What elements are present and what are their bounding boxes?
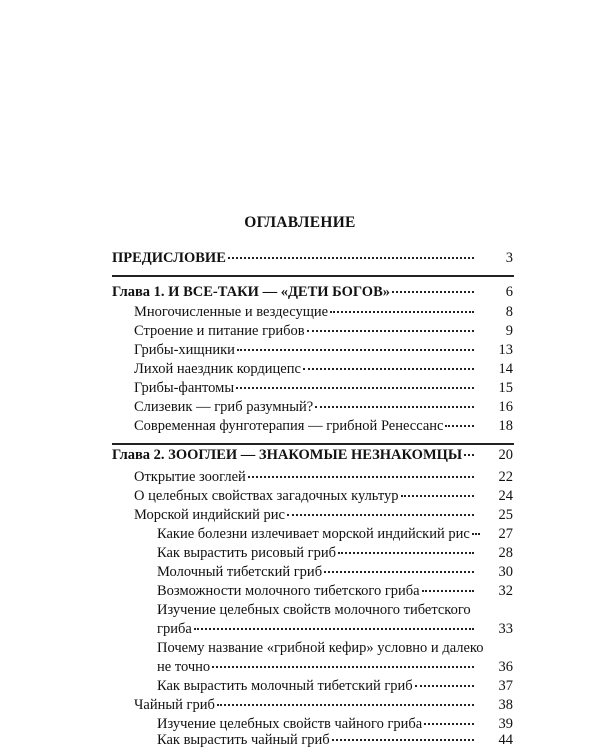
toc-entry [157,526,476,543]
entry-text: гриба [157,621,192,637]
entry-page: 14 [498,361,513,377]
toc-entry [134,507,476,524]
entry-page: 36 [498,659,513,675]
toc-entry [134,323,476,340]
entry-text: не точно [157,659,211,675]
toc-entry [134,697,476,714]
toc-entry [134,304,476,321]
dot-leader [445,425,474,427]
separator-line [112,443,514,445]
entry-page: 16 [498,399,513,415]
dot-leader [415,685,474,687]
entry-text: Грибы-хищники [134,342,235,358]
entry-page: 18 [498,418,513,434]
entry-page: 13 [498,342,513,358]
dot-leader [212,666,474,668]
toc-entry [134,361,476,378]
entry-page: 44 [498,732,513,748]
dot-leader [330,311,474,313]
dot-leader [324,571,474,573]
entry-text: Глава 2. ЗООГЛЕИ — ЗНАКОМЫЕ НЕЗНАКОМЦЫ [112,447,463,463]
entry-page: 25 [498,507,513,523]
toc-entry [134,469,476,486]
toc-entry-preface [112,250,476,267]
toc-entry [134,418,476,435]
toc-entry [157,716,476,733]
entry-text: Строение и питание грибов [134,323,305,339]
dot-leader [315,406,474,408]
entry-text: Молочный тибетский гриб [157,564,323,580]
dot-leader [472,533,480,535]
dot-leader [392,291,474,293]
entry-text: Грибы-фантомы [134,380,235,396]
dot-leader [248,476,474,478]
toc-entry [157,621,476,638]
toc-entry [157,678,476,695]
entry-text: Слизевик — гриб разумный? [134,399,314,415]
separator-line [112,275,514,277]
entry-text: Глава 1. И ВСЕ-ТАКИ — «ДЕТИ БОГОВ» [112,284,390,300]
dot-leader [422,590,474,592]
entry-page: 8 [505,304,513,320]
entry-text: Открытие зооглей [134,469,246,485]
entry-page: 28 [498,545,513,561]
entry-text: Многочисленные и вездесущие [134,304,329,320]
toc-entry-line-1: Почему название «грибной кефир» условно и далеко [157,640,484,656]
dot-leader [194,628,474,630]
toc-title: ОГЛАВЛЕНИЕ [244,214,356,231]
dot-leader [338,552,474,554]
entry-page: 39 [498,716,513,732]
entry-page: 15 [498,380,513,396]
dot-leader [228,257,474,259]
entry-page: 6 [505,284,513,300]
dot-leader [332,739,474,741]
dot-leader [237,349,474,351]
dot-leader [464,454,474,456]
toc-entry-line-1: Изучение целебных свойств молочного тибетского [157,602,471,618]
entry-text: Морской индийский рис [134,507,285,523]
toc-entry [134,399,476,416]
entry-page: 27 [498,526,513,542]
entry-page: 22 [498,469,513,485]
entry-page: 24 [498,488,513,504]
dot-leader [217,704,474,706]
entry-page: 20 [498,447,513,463]
dot-leader [287,514,474,516]
dot-leader [307,330,474,332]
dot-leader [424,723,474,725]
entry-text: О целебных свойствах загадочных культур [134,488,399,504]
entry-text: Как вырастить молочный тибетский гриб [157,678,413,694]
entry-page: 32 [498,583,513,599]
entry-text: Чайный гриб [134,697,215,713]
entry-text: Как вырастить рисовый гриб [157,545,336,561]
toc-entry [134,488,476,505]
toc-entry-chapter-1 [112,284,476,301]
toc-entry [157,564,476,581]
entry-page: 3 [505,250,513,266]
toc-entry [157,545,476,562]
toc-entry [157,659,476,676]
entry-text: Какие болезни излечивает морской индийский рис [157,526,470,542]
entry-text: Изучение целебных свойств чайного гриба [157,716,423,732]
entry-text: Возможности молочного тибетского гриба [157,583,420,599]
entry-page: 37 [498,678,513,694]
entry-page: 9 [505,323,513,339]
entry-text: Современная фунготерапия — грибной Ренессанс [134,418,444,434]
toc-entry [157,583,476,600]
toc-entry [157,732,476,749]
toc-entry [134,342,476,359]
entry-page: 38 [498,697,513,713]
dot-leader [236,387,474,389]
dot-leader [303,368,474,370]
entry-text: Лихой наездник кордицепс [134,361,301,377]
entry-text: ПРЕДИСЛОВИЕ [112,250,226,266]
dot-leader [401,495,474,497]
entry-page: 33 [498,621,513,637]
entry-page: 30 [498,564,513,580]
toc-entry [134,380,476,397]
toc-entry-chapter-2 [112,447,476,464]
entry-text: Как вырастить чайный гриб [157,732,330,748]
